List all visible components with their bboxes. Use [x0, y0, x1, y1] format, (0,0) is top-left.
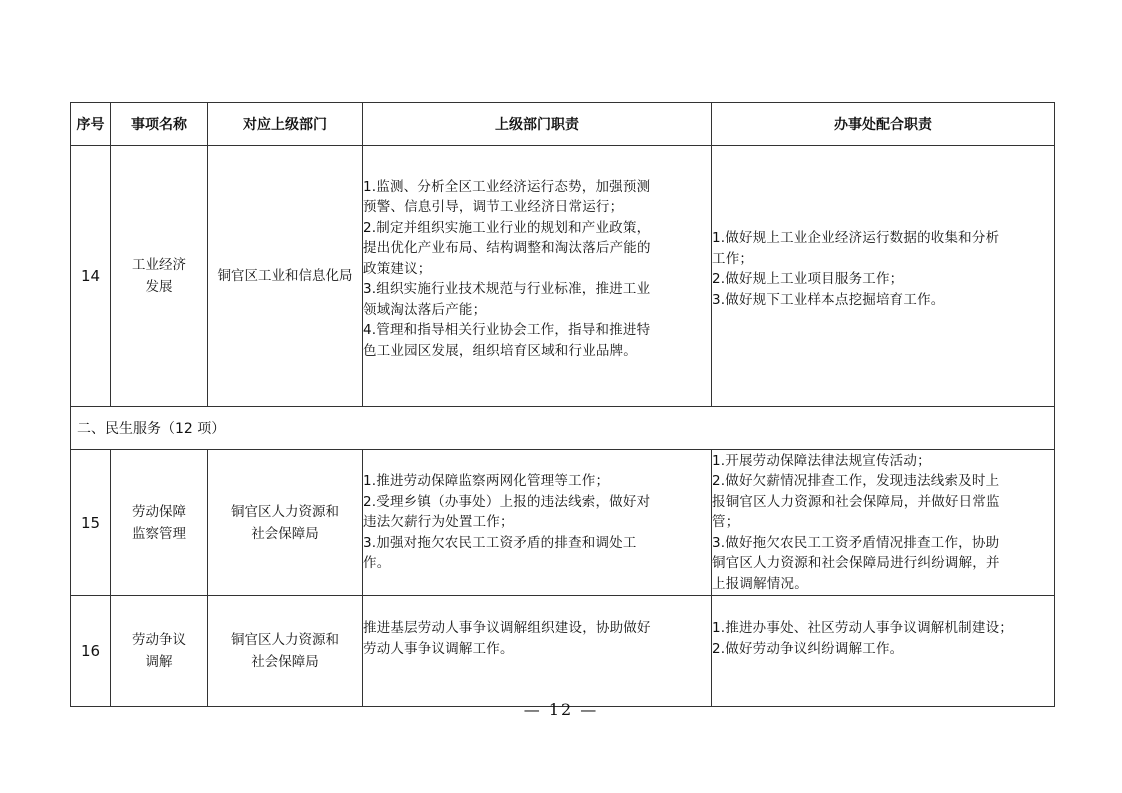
duty-line: 1.推进劳动保障监察两网化管理等工作； [363, 473, 610, 490]
header-superior-duties: 上级部门职责 [363, 103, 712, 146]
row-superior-dept [208, 146, 363, 407]
coop-line: 2.做好欠薪情况排查工作，发现违法线索及时上 [712, 473, 1000, 490]
row-index: 15 [71, 450, 111, 596]
coop-line: 铜官区人力资源和社会保障局进行纠纷调解，并 [712, 555, 1000, 572]
header-index: 序号 [71, 103, 111, 146]
header-row [71, 103, 1055, 146]
coop-line: 上报调解情况。 [712, 575, 808, 592]
dept-line: 铜官区人力资源和 [231, 632, 339, 648]
dept-line: 铜官区人力资源和 [231, 503, 339, 520]
header-office-duties: 办事处配合职责 [712, 103, 1055, 146]
duty-line: 作。 [363, 555, 391, 572]
row-superior-duties [363, 450, 712, 596]
item-name-line: 发展 [145, 279, 173, 295]
coop-line: 报铜官区人力资源和社会保障局，并做好日常监 [712, 493, 1000, 510]
table-row [71, 596, 1055, 707]
duty-line: 3.组织实施行业技术规范与行业标准，推进工业 [363, 281, 651, 298]
row-index: 16 [71, 596, 111, 707]
item-name-line: 监察管理 [132, 525, 186, 542]
coop-line: 管； [712, 514, 740, 531]
item-name-line: 调解 [145, 654, 173, 670]
row-item-name [111, 596, 208, 707]
row-office-duties [712, 596, 1055, 707]
item-name-line: 劳动保障 [132, 503, 186, 520]
coop-line: 3.做好规下工业样本点挖掘培育工作。 [712, 291, 945, 308]
row-item-name [111, 146, 208, 407]
coop-line: 3.做好拖欠农民工工资矛盾情况排查工作，协助 [712, 534, 1000, 551]
row-superior-duties [363, 596, 712, 707]
header-superior-dept: 对应上级部门 [208, 103, 363, 146]
dept-line: 社会保障局 [251, 525, 319, 542]
item-name-line: 工业经济 [132, 257, 186, 273]
dept-line: 社会保障局 [251, 654, 319, 670]
duties-table [70, 102, 1055, 707]
table-row [71, 450, 1055, 596]
duty-line: 预警、信息引导，调节工业经济日常运行； [363, 199, 624, 216]
section-row [71, 407, 1055, 450]
row-item-name [111, 450, 208, 596]
row-superior-duties [363, 146, 712, 407]
duty-line: 违法欠薪行为处置工作； [363, 514, 514, 531]
duty-line: 政策建议； [363, 260, 432, 277]
duty-line: 2.受理乡镇（办事处）上报的违法线索，做好对 [363, 493, 651, 510]
table-row [71, 146, 1055, 407]
duty-line: 劳动人事争议调解工作。 [363, 640, 514, 657]
row-office-duties [712, 450, 1055, 596]
header-item-name: 事项名称 [111, 103, 208, 146]
row-superior-dept [208, 450, 363, 596]
duty-line: 推进基层劳动人事争议调解组织建设，协助做好 [363, 620, 651, 636]
duty-line: 2.制定并组织实施工业行业的规划和产业政策， [363, 219, 651, 236]
coop-line: 1.做好规上工业企业经济运行数据的收集和分析 [712, 230, 1000, 246]
duty-line: 提出优化产业布局、结构调整和淘汰落后产能的 [363, 240, 651, 257]
row-office-duties [712, 146, 1055, 407]
coop-line: 1.推进办事处、社区劳动人事争议调解机制建设； [712, 620, 1013, 636]
duty-line: 色工业园区发展，组织培育区域和行业品牌。 [363, 342, 637, 359]
coop-line: 1.开展劳动保障法律法规宣传活动； [712, 452, 931, 469]
coop-line: 2.做好劳动争议纠纷调解工作。 [712, 640, 904, 657]
duty-line: 4.管理和指导相关行业协会工作，指导和推进特 [363, 322, 651, 339]
duty-line: 3.加强对拖欠农民工工资矛盾的排查和调处工 [363, 534, 637, 551]
page-number: — 12 — [523, 700, 599, 719]
coop-line: 工作； [712, 250, 754, 267]
section-title: 二、民生服务（12 项） [71, 407, 1055, 450]
dept-line: 铜官区工业和信息化局 [217, 268, 353, 284]
duty-line: 领域淘汰落后产能； [363, 301, 487, 318]
row-superior-dept [208, 596, 363, 707]
coop-line: 2.做好规上工业项目服务工作； [712, 271, 904, 287]
duty-line: 1.监测、分析全区工业经济运行态势，加强预测 [363, 178, 651, 195]
item-name-line: 劳动争议 [132, 632, 186, 648]
row-index: 14 [71, 146, 111, 407]
